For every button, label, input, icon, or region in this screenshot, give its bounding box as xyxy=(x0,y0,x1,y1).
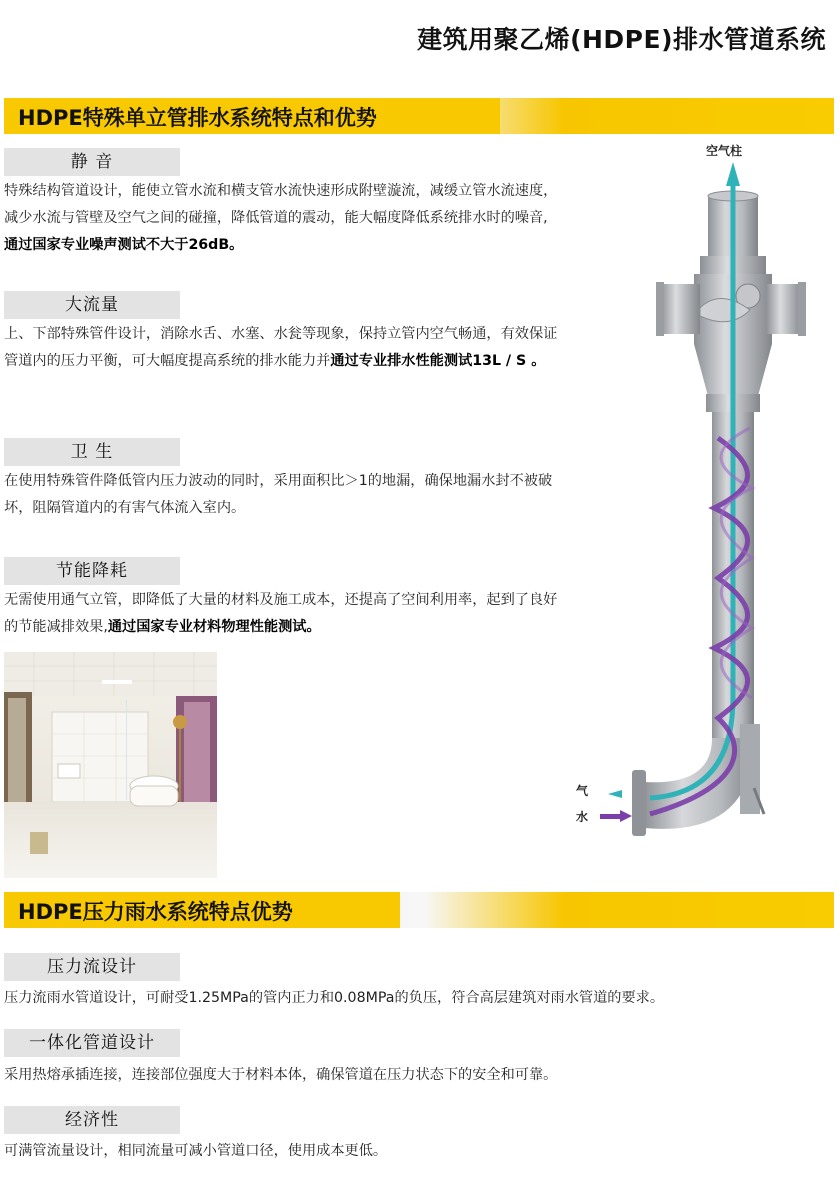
paragraph-high-flow xyxy=(4,321,560,375)
subhead-label: 卫 生 xyxy=(70,442,114,462)
section-title-rainwater: HDPE压力雨水系统特点优势 xyxy=(18,900,293,924)
section-banner-rainwater xyxy=(4,892,834,928)
paragraph-economy: 可满管流量设计，相同流量可减小管道口径，使用成本更低。 xyxy=(4,1143,388,1159)
section-banner-drainage xyxy=(4,98,834,134)
subhead-high-flow xyxy=(4,291,180,319)
paragraph-integrated-design: 采用热熔承插连接，连接部位强度大于材料本体，确保管道在压力状态下的安全和可靠。 xyxy=(4,1067,558,1083)
label-water: 水 xyxy=(576,810,589,824)
subhead-label: 静 音 xyxy=(70,152,114,172)
label-air: 气 xyxy=(576,784,589,798)
paragraph-text: 上、下部特殊管件设计，消除水舌、水塞、水瓮等现象，保持立管内空气畅通，有效保证管道内的压力平衡，可大幅度提高系统的排水能力并 xyxy=(4,326,558,369)
water-arrow-icon xyxy=(620,810,632,822)
subhead-economy xyxy=(4,1106,180,1134)
label-air-column: 空气柱 xyxy=(706,144,743,158)
subhead-label: 大流量 xyxy=(65,295,119,315)
paragraph-energy-saving xyxy=(4,587,560,641)
bathroom-photo xyxy=(4,652,217,878)
subhead-label: 压力流设计 xyxy=(47,957,137,977)
paragraph-pressure-flow: 压力流雨水管道设计，可耐受1.25MPa的管内正力和0.08MPa的负压，符合高层建筑对雨水管道的要求。 xyxy=(4,990,665,1006)
paragraph-emphasis: 通过国家专业材料物理性能测试。 xyxy=(107,619,321,635)
paragraph-hygiene xyxy=(4,468,560,522)
subhead-quiet xyxy=(4,148,180,176)
section-title-drainage: HDPE特殊单立管排水系统特点和优势 xyxy=(18,106,377,130)
subhead-energy-saving xyxy=(4,557,180,585)
subhead-label: 节能降耗 xyxy=(56,561,128,581)
subhead-label: 经济性 xyxy=(65,1110,119,1130)
paragraph-emphasis: 通过国家专业噪声测试不大于26dB。 xyxy=(4,237,244,253)
air-arrow-icon xyxy=(608,790,622,798)
single-stack-pipe-diagram xyxy=(560,138,840,848)
paragraph-text: 无需使用通气立管，即降低了大量的材料及施工成本，还提高了空间利用率，起到了良好的节能减排效果, xyxy=(4,592,558,635)
subhead-hygiene xyxy=(4,438,180,466)
paragraph-emphasis: 通过专业排水性能测试13L / S 。 xyxy=(330,353,546,369)
paragraph-text: 在使用特殊管件降低管内压力波动的同时，采用面积比＞1的地漏，确保地漏水封不被破坏，阻隔管道内的有害气体流入室内。 xyxy=(4,473,553,516)
paragraph-quiet xyxy=(4,178,560,259)
subhead-integrated-design xyxy=(4,1029,180,1057)
paragraph-text: 特殊结构管道设计，能使立管水流和横支管水流快速形成附壁漩流，减缓立管水流速度，减少水流与管壁及空气之间的碰撞，降低管道的震动，能大幅度降低系统排水时的噪音, xyxy=(4,183,558,226)
subhead-pressure-flow xyxy=(4,953,180,981)
subhead-label: 一体化管道设计 xyxy=(29,1033,155,1053)
document-title: 建筑用聚乙烯(HDPE)排水管道系统 xyxy=(417,25,826,54)
